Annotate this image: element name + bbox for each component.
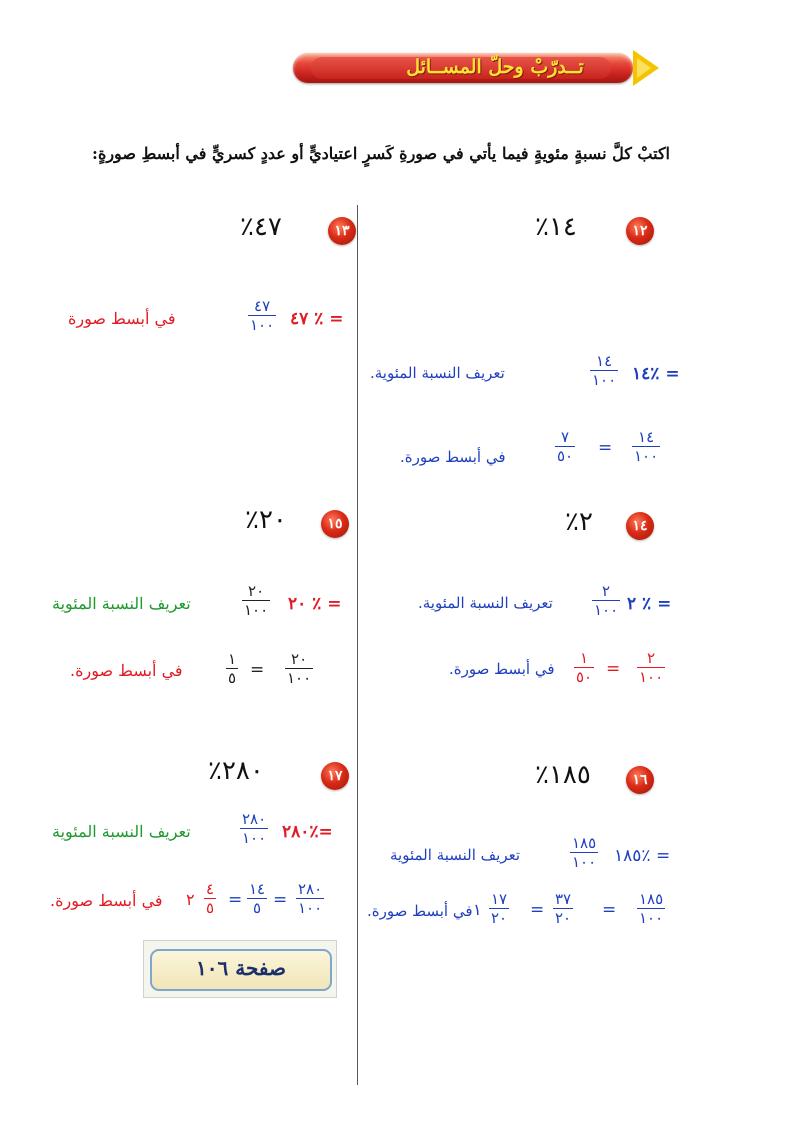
equation-lhs: ٢٨٠٪=	[282, 822, 333, 842]
numerator: ١	[580, 649, 589, 667]
step-note: في أبسط صورة.	[50, 891, 163, 910]
step-note: تعريف النسبة المئوية	[390, 846, 521, 864]
step-note: تعريف النسبة المئوية.	[370, 364, 505, 382]
fraction	[574, 649, 594, 686]
denominator: ١٠٠	[639, 668, 664, 686]
denominator: ١٠٠	[594, 601, 619, 619]
denominator: ٥	[206, 899, 215, 917]
page-reference-box	[143, 940, 337, 998]
equals-sign: =	[530, 900, 545, 920]
numerator: ٧	[561, 428, 570, 446]
step-note: في أبسط صورة.	[449, 660, 555, 678]
denominator: ١٠٠	[298, 899, 323, 917]
step-note: في أبسط صورة.	[400, 448, 506, 466]
problem-number-badge: ١٢	[626, 217, 654, 245]
fraction	[247, 880, 267, 917]
denominator: ٥	[228, 669, 237, 687]
equals-sign: =	[273, 890, 288, 910]
fraction	[489, 890, 509, 927]
numerator: ١٤	[249, 880, 266, 898]
step-note: في أبسط صورة.	[70, 661, 183, 680]
denominator: ١٠٠	[634, 447, 659, 465]
equation-lhs: ١٨٥٪ =	[614, 846, 671, 866]
numerator: ٣٧	[555, 890, 572, 908]
mixed-whole: ١	[473, 900, 482, 919]
equation-lhs: ٢ ٪ =	[627, 594, 672, 614]
denominator: ١٠٠	[244, 601, 269, 619]
fraction	[296, 880, 324, 917]
fraction	[570, 834, 598, 871]
equals-sign: =	[598, 438, 613, 458]
fraction	[240, 810, 268, 847]
equation-lhs: ١٤٪ =	[632, 364, 680, 384]
numerator: ٢	[647, 649, 656, 667]
fraction	[590, 352, 618, 389]
problem-question: ٪١٨٥	[535, 760, 591, 790]
problem-question: ٪٢٨٠	[208, 756, 264, 786]
fraction	[637, 890, 665, 927]
fraction	[555, 428, 575, 465]
denominator: ٥٠	[576, 668, 593, 686]
fraction	[242, 582, 270, 619]
denominator: ١٠٠	[572, 853, 597, 871]
step-note: تعريف النسبة المئوية	[52, 822, 191, 841]
numerator: ١٤	[638, 428, 655, 446]
denominator: ١٠٠	[242, 829, 267, 847]
numerator: ٢	[602, 582, 611, 600]
column-divider	[357, 205, 358, 1085]
fraction	[553, 890, 573, 927]
denominator: ٥	[247, 898, 267, 917]
equals-sign: =	[250, 660, 265, 680]
numerator: ٢٠	[291, 650, 308, 668]
numerator: ٤٧	[254, 297, 271, 315]
equals-sign: =	[602, 900, 617, 920]
denominator: ٢٠	[491, 909, 508, 927]
numerator: ٢٨٠	[298, 880, 323, 898]
equation-lhs: ٤٧ ٪ =	[290, 309, 344, 329]
equation-lhs: ٢٠ ٪ =	[288, 594, 342, 614]
banner-title: تــدرّبْ وحلّ المســائل	[406, 56, 584, 78]
mixed-whole: ٢	[186, 890, 195, 909]
problem-number-badge: ١٦	[626, 766, 654, 794]
step-note: تعريف النسبة المئوية	[52, 594, 191, 613]
fraction	[226, 650, 238, 687]
step-note: في أبسط صورة	[68, 309, 176, 328]
fraction	[248, 297, 276, 334]
fraction	[285, 650, 313, 687]
fraction	[632, 428, 660, 465]
denominator: ١٠٠	[250, 316, 275, 334]
problem-number-badge: ١٤	[626, 512, 654, 540]
step-note: تعريف النسبة المئوية.	[418, 594, 553, 612]
numerator: ١٤	[596, 352, 613, 370]
numerator: ١٧	[491, 890, 508, 908]
step-note: في أبسط صورة.	[367, 902, 473, 920]
numerator: ١	[228, 650, 237, 668]
problem-number-badge: ١٧	[321, 762, 349, 790]
fraction	[592, 582, 620, 619]
fraction	[204, 880, 216, 917]
banner-arrow-highlight	[637, 58, 651, 78]
problem-number-badge: ١٣	[328, 217, 356, 245]
denominator: ١٠٠	[639, 909, 664, 927]
numerator: ٢٠	[248, 582, 265, 600]
page-reference-label: صفحة ١٠٦	[196, 956, 286, 980]
problem-question: ٪٢	[565, 507, 593, 537]
page-reference-frame	[150, 949, 332, 991]
numerator: ٤	[206, 880, 215, 898]
fraction	[637, 649, 665, 686]
denominator: ١٠٠	[592, 371, 617, 389]
equals-sign: =	[228, 890, 243, 910]
problem-question: ٪١٤	[535, 212, 577, 242]
denominator: ٥٠	[557, 447, 574, 465]
equals-sign: =	[606, 659, 621, 679]
problem-question: ٪٤٧	[240, 212, 282, 242]
section-banner	[293, 50, 665, 86]
numerator: ١٨٥	[639, 890, 664, 908]
numerator: ٢٨٠	[242, 810, 267, 828]
numerator: ١٨٥	[572, 834, 597, 852]
instructions: اكتبْ كلَّ نسبةٍ مئويةٍ فيما يأتي في صورةِ كَسرٍ اعتياديٍّ أو عددٍ كسريٍّ في أبسطِ صورةٍ:	[92, 144, 670, 163]
denominator: ١٠٠	[287, 669, 312, 687]
problem-number-badge: ١٥	[321, 510, 349, 538]
denominator: ٢٠	[555, 909, 572, 927]
problem-question: ٪٢٠	[245, 505, 287, 535]
